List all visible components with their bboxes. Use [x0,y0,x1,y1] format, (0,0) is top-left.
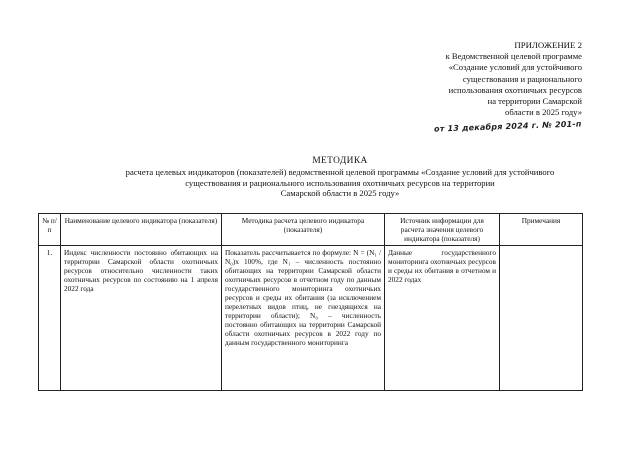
handwritten-date: от 13 декабря 2024 г. № 201-п [434,119,583,134]
row-method-text: Показатель рассчитывается по формуле: N = (N₁ / N₀)x 100%, где N₁ – численность постоянно обитающих на территории Самарской области охотничьих ресурсов в отчетном году по данным государственного мониторинга охотничьих ресурсов и среды их обитания (за исключением перелетных видов птиц, не гнездящихся на территории области); N₀ – численность постоянно обитающих на территории Самарской области охотничьих ресурсов в 2022 году по данным государственного мониторинга [225,248,381,347]
heading-subtitle-line: существования и рационального использования охотничьих ресурсов на территории [185,177,495,188]
header-cell-method: Методика расчета целевого индикатора (показателя) [222,214,385,246]
appendix-line: использования охотничьих ресурсов [448,84,582,95]
appendix-line: на территории Самарской [487,96,582,107]
document-heading [60,156,620,199]
table-row [39,246,583,391]
appendix-line: существования и рационального [462,73,582,84]
appendix-header [342,40,582,118]
header-cell-source: Источник информации для расчета значения целевого индикатора (показателя) [385,214,500,246]
header-cell-number: № п/п [39,214,61,246]
row-number: 1. [39,246,61,391]
header-cell-notes: Примечания [500,214,583,246]
indicators-table [38,213,583,391]
appendix-title: ПРИЛОЖЕНИЕ 2 [514,40,582,50]
row-source: Данные государственного мониторинга охотничьих ресурсов и среды их обитания в отчетном и 2022 годах [385,246,500,391]
heading-subtitle-line: расчета целевых индикаторов (показателей) ведомственной целевой программы «Создание условий для устойчивого [125,167,555,177]
heading-title: МЕТОДИКА [312,156,368,166]
row-method [222,246,385,391]
row-notes [500,246,583,391]
appendix-line: области в 2025 году» [505,107,582,118]
appendix-line: «Создание условий для устойчивого [448,62,582,73]
row-indicator-name: Индекс численности постоянно обитающих на территории Самарской области охотничьих ресурсов относительно численности таких охотничьих ресурсов по состоянию на 1 апреля 2022 года [61,246,222,391]
appendix-line: к Ведомственной целевой программе [445,51,582,62]
table-header-row [39,214,583,246]
heading-subtitle-line: Самарской области в 2025 году» [280,188,400,199]
header-cell-name: Наименование целевого индикатора (показателя) [61,214,222,246]
